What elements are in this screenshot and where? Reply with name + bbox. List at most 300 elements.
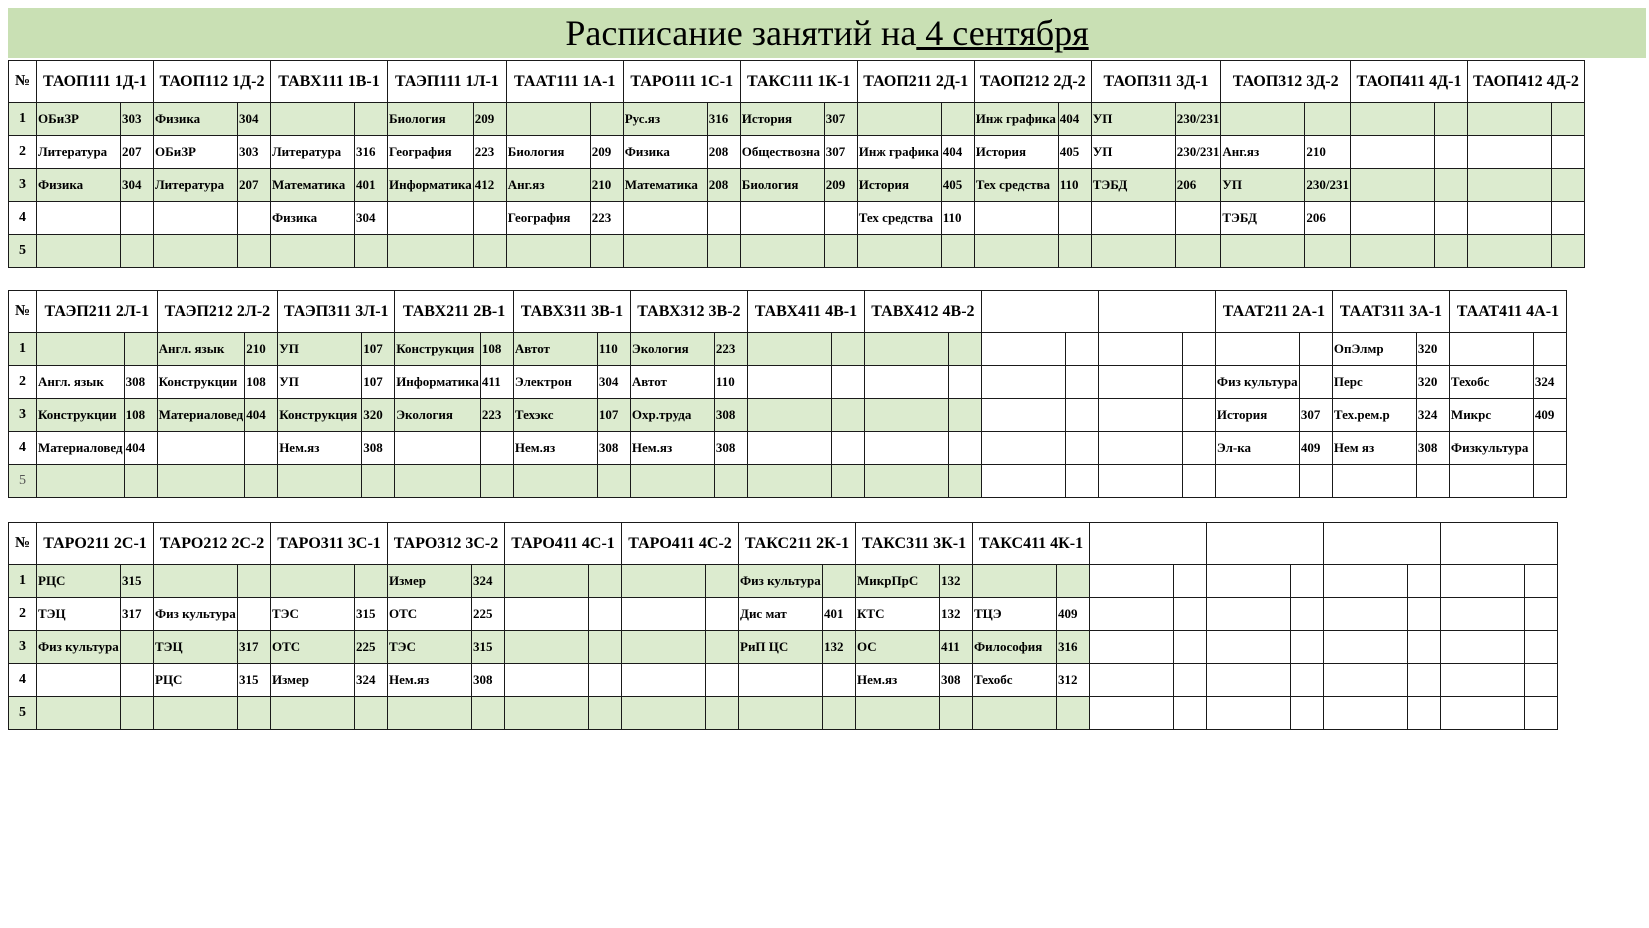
subject-cell	[1332, 465, 1416, 498]
room-cell	[238, 202, 271, 235]
room-cell: 209	[824, 169, 857, 202]
room-cell: 225	[355, 631, 388, 664]
subject-cell	[271, 103, 355, 136]
room-cell: 207	[121, 136, 154, 169]
subject-cell: Физика	[623, 136, 707, 169]
subject-cell: Информатика	[395, 366, 481, 399]
room-cell	[589, 697, 622, 730]
lesson-number: 2	[9, 366, 37, 399]
subject-cell	[37, 235, 121, 268]
room-cell: 317	[238, 631, 271, 664]
subject-cell	[157, 465, 245, 498]
subject-cell: Измер	[271, 664, 355, 697]
room-cell	[1525, 565, 1558, 598]
subject-cell	[974, 202, 1058, 235]
subject-cell	[154, 565, 238, 598]
group-header: ТАРО411 4С-1	[505, 523, 622, 565]
subject-cell	[1090, 565, 1174, 598]
subject-cell	[505, 664, 589, 697]
subject-cell: Дис мат	[739, 598, 823, 631]
room-cell	[590, 235, 623, 268]
room-cell	[1174, 598, 1207, 631]
group-header: ТАОП312 3Д-2	[1221, 61, 1351, 103]
room-cell	[1182, 399, 1215, 432]
room-cell	[1065, 432, 1098, 465]
subject-cell: Конструкции	[37, 399, 125, 432]
subject-cell: Нем.яз	[630, 432, 714, 465]
subject-cell	[37, 202, 121, 235]
room-cell	[238, 697, 271, 730]
room-cell	[1065, 399, 1098, 432]
room-cell: 132	[940, 565, 973, 598]
lesson-number: 3	[9, 399, 37, 432]
subject-cell	[630, 465, 714, 498]
room-cell: 411	[940, 631, 973, 664]
subject-cell: ТЭС	[271, 598, 355, 631]
subject-cell	[1350, 169, 1434, 202]
room-cell	[1299, 333, 1332, 366]
table-row	[9, 235, 1585, 268]
subject-cell: РиП ЦС	[739, 631, 823, 664]
subject-cell	[981, 333, 1065, 366]
room-cell	[831, 432, 864, 465]
subject-cell	[981, 399, 1065, 432]
subject-cell	[1449, 465, 1533, 498]
subject-cell	[1449, 333, 1533, 366]
subject-cell	[157, 432, 245, 465]
subject-cell: Автот	[513, 333, 597, 366]
subject-cell	[1207, 598, 1291, 631]
subject-cell	[388, 235, 474, 268]
lesson-number: 5	[9, 235, 37, 268]
room-cell: 107	[362, 366, 395, 399]
room-cell	[1058, 202, 1091, 235]
room-cell	[597, 465, 630, 498]
subject-cell: Техобс	[1449, 366, 1533, 399]
subject-cell	[278, 465, 362, 498]
subject-cell	[1324, 598, 1408, 631]
group-header	[1090, 523, 1207, 565]
subject-cell: ТЭБД	[1221, 202, 1305, 235]
subject-cell: МикрПрС	[856, 565, 940, 598]
subject-cell: Англ. язык	[37, 366, 125, 399]
subject-cell	[1090, 598, 1174, 631]
room-cell	[355, 235, 388, 268]
subject-cell	[1324, 664, 1408, 697]
subject-cell	[395, 432, 481, 465]
table-row	[9, 136, 1585, 169]
room-cell	[1434, 136, 1467, 169]
group-header: ТААТ411 4А-1	[1449, 291, 1566, 333]
page-title-bar	[8, 8, 1646, 58]
room-cell: 210	[1305, 136, 1351, 169]
table-row	[9, 565, 1558, 598]
group-header: ТАРО312 3С-2	[388, 523, 505, 565]
room-cell	[714, 465, 747, 498]
subject-cell	[154, 697, 238, 730]
subject-cell: Тех.рем.р	[1332, 399, 1416, 432]
room-cell: 132	[823, 631, 856, 664]
lesson-number: 2	[9, 136, 37, 169]
subject-cell	[1350, 235, 1434, 268]
subject-cell	[154, 235, 238, 268]
subject-cell	[1467, 235, 1551, 268]
room-cell: 303	[238, 136, 271, 169]
room-cell	[589, 631, 622, 664]
room-cell	[948, 465, 981, 498]
subject-cell: ТЭБД	[1091, 169, 1175, 202]
subject-cell	[1221, 103, 1305, 136]
room-cell: 308	[597, 432, 630, 465]
room-cell: 316	[1057, 631, 1090, 664]
group-header: ТАВХ111 1В-1	[271, 61, 388, 103]
room-cell: 108	[245, 366, 278, 399]
group-header: ТАЭП212 2Л-2	[157, 291, 278, 333]
room-cell: 411	[480, 366, 513, 399]
room-cell	[1057, 565, 1090, 598]
title-date: 4 сентября	[916, 13, 1089, 53]
room-cell: 308	[362, 432, 395, 465]
subject-cell	[271, 235, 355, 268]
subject-cell: Нем.яз	[856, 664, 940, 697]
subject-cell	[1350, 202, 1434, 235]
subject-cell: ТЭЦ	[37, 598, 121, 631]
subject-cell: История	[1215, 399, 1299, 432]
subject-cell: История	[974, 136, 1058, 169]
room-cell: 307	[824, 136, 857, 169]
table-row	[9, 697, 1558, 730]
subject-cell	[505, 631, 589, 664]
room-cell: 230/231	[1175, 136, 1221, 169]
subject-cell: Эл-ка	[1215, 432, 1299, 465]
subject-cell: История	[857, 169, 941, 202]
subject-cell	[623, 235, 707, 268]
subject-cell: Литература	[271, 136, 355, 169]
lesson-number: 3	[9, 631, 37, 664]
subject-cell	[747, 432, 831, 465]
group-header: ТАКС211 2К-1	[739, 523, 856, 565]
room-cell	[1551, 202, 1584, 235]
room-cell	[355, 103, 388, 136]
subject-cell	[857, 103, 941, 136]
room-cell	[1551, 103, 1584, 136]
schedule-table-3	[8, 522, 1558, 730]
subject-cell	[973, 697, 1057, 730]
table-row	[9, 202, 1585, 235]
subject-cell	[1324, 565, 1408, 598]
lesson-number-header: №	[9, 291, 37, 333]
room-cell: 303	[121, 103, 154, 136]
subject-cell	[1098, 333, 1182, 366]
subject-cell: География	[506, 202, 590, 235]
subject-cell: ТЭЦ	[154, 631, 238, 664]
subject-cell: Физика	[271, 202, 355, 235]
room-cell	[1305, 235, 1351, 268]
subject-cell: Информатика	[388, 169, 474, 202]
room-cell	[1408, 565, 1441, 598]
room-cell	[124, 465, 157, 498]
room-cell	[1434, 103, 1467, 136]
subject-cell	[622, 664, 706, 697]
group-header	[1098, 291, 1215, 333]
room-cell	[362, 465, 395, 498]
room-cell	[238, 565, 271, 598]
room-cell: 110	[597, 333, 630, 366]
room-cell: 308	[714, 399, 747, 432]
room-cell: 209	[473, 103, 506, 136]
subject-cell: ТЦЭ	[973, 598, 1057, 631]
room-cell: 208	[707, 169, 740, 202]
room-cell	[1299, 465, 1332, 498]
subject-cell: Литература	[154, 169, 238, 202]
subject-cell	[622, 598, 706, 631]
room-cell	[355, 565, 388, 598]
subject-cell	[981, 432, 1065, 465]
room-cell: 404	[245, 399, 278, 432]
subject-cell: Перс	[1332, 366, 1416, 399]
subject-cell	[740, 235, 824, 268]
subject-cell	[739, 697, 823, 730]
room-cell: 409	[1299, 432, 1332, 465]
schedule-table-2	[8, 290, 1567, 498]
room-cell: 308	[124, 366, 157, 399]
subject-cell	[506, 235, 590, 268]
subject-cell	[513, 465, 597, 498]
subject-cell: ОС	[856, 631, 940, 664]
room-cell	[121, 631, 154, 664]
room-cell: 324	[1416, 399, 1449, 432]
room-cell: 223	[590, 202, 623, 235]
room-cell	[121, 697, 154, 730]
subject-cell: УП	[1221, 169, 1305, 202]
group-header	[1207, 523, 1324, 565]
room-cell	[238, 598, 271, 631]
subject-cell: Автот	[630, 366, 714, 399]
title-main: Расписание занятий на	[565, 13, 917, 53]
subject-cell	[1207, 664, 1291, 697]
subject-cell: Измер	[388, 565, 472, 598]
subject-cell: Физкультура	[1449, 432, 1533, 465]
room-cell	[1533, 333, 1566, 366]
subject-cell	[505, 697, 589, 730]
room-cell	[590, 103, 623, 136]
group-header: ТААТ211 2А-1	[1215, 291, 1332, 333]
subject-cell: Нем.яз	[278, 432, 362, 465]
room-cell: 230/231	[1305, 169, 1351, 202]
room-cell	[824, 202, 857, 235]
room-cell: 315	[238, 664, 271, 697]
room-cell	[831, 399, 864, 432]
subject-cell	[1091, 235, 1175, 268]
subject-cell	[37, 697, 121, 730]
subject-cell: Микрс	[1449, 399, 1533, 432]
room-cell	[831, 333, 864, 366]
lesson-number: 4	[9, 664, 37, 697]
subject-cell	[739, 664, 823, 697]
subject-cell: Физика	[37, 169, 121, 202]
room-cell: 315	[121, 565, 154, 598]
room-cell: 324	[472, 565, 505, 598]
room-cell: 405	[941, 169, 974, 202]
subject-cell: Англ. язык	[157, 333, 245, 366]
room-cell	[1057, 697, 1090, 730]
subject-cell	[154, 202, 238, 235]
subject-cell: Биология	[740, 169, 824, 202]
table-row	[9, 432, 1567, 465]
room-cell	[948, 333, 981, 366]
subject-cell: Инж графика	[857, 136, 941, 169]
room-cell: 304	[238, 103, 271, 136]
room-cell: 320	[362, 399, 395, 432]
subject-cell	[974, 235, 1058, 268]
lesson-number: 3	[9, 169, 37, 202]
room-cell: 304	[597, 366, 630, 399]
subject-cell: КТС	[856, 598, 940, 631]
group-header: ТАЭП111 1Л-1	[388, 61, 507, 103]
subject-cell: Экология	[630, 333, 714, 366]
table-row	[9, 103, 1585, 136]
subject-cell	[1207, 697, 1291, 730]
room-cell	[1434, 169, 1467, 202]
group-header: ТАРО411 4С-2	[622, 523, 739, 565]
room-cell: 110	[941, 202, 974, 235]
room-cell	[1175, 235, 1221, 268]
subject-cell	[747, 399, 831, 432]
lesson-number: 5	[9, 697, 37, 730]
subject-cell: Инж графика	[974, 103, 1058, 136]
room-cell	[1408, 598, 1441, 631]
room-cell	[245, 432, 278, 465]
room-cell: 409	[1533, 399, 1566, 432]
room-cell	[238, 235, 271, 268]
room-cell	[1174, 697, 1207, 730]
lesson-number: 1	[9, 103, 37, 136]
subject-cell: Литература	[37, 136, 121, 169]
subject-cell: Математика	[271, 169, 355, 202]
subject-cell: Конструкции	[157, 366, 245, 399]
room-cell	[824, 235, 857, 268]
subject-cell	[271, 565, 355, 598]
group-header	[1441, 523, 1558, 565]
subject-cell	[37, 465, 125, 498]
subject-cell	[1221, 235, 1305, 268]
lesson-number-header: №	[9, 61, 37, 103]
lesson-number: 1	[9, 333, 37, 366]
room-cell: 315	[472, 631, 505, 664]
schedule-table-1	[8, 60, 1585, 268]
room-cell	[1525, 697, 1558, 730]
room-cell: 108	[480, 333, 513, 366]
lesson-number: 2	[9, 598, 37, 631]
room-cell	[823, 697, 856, 730]
group-header: ТАЭП211 2Л-1	[37, 291, 158, 333]
header-row	[9, 291, 1567, 333]
room-cell: 210	[245, 333, 278, 366]
subject-cell	[864, 465, 948, 498]
subject-cell: Материаловед	[37, 432, 125, 465]
room-cell	[1058, 235, 1091, 268]
room-cell	[245, 465, 278, 498]
subject-cell	[505, 598, 589, 631]
room-cell: 401	[823, 598, 856, 631]
subject-cell: История	[740, 103, 824, 136]
room-cell	[1291, 565, 1324, 598]
room-cell: 208	[707, 136, 740, 169]
room-cell	[1065, 366, 1098, 399]
room-cell: 230/231	[1175, 103, 1221, 136]
subject-cell: Нем яз	[1332, 432, 1416, 465]
room-cell: 409	[1057, 598, 1090, 631]
room-cell: 209	[590, 136, 623, 169]
room-cell	[1525, 664, 1558, 697]
room-cell	[1299, 366, 1332, 399]
group-header: ТАРО211 2С-1	[37, 523, 154, 565]
room-cell	[707, 202, 740, 235]
room-cell	[1174, 631, 1207, 664]
group-header: ТАРО311 3С-1	[271, 523, 388, 565]
room-cell: 110	[714, 366, 747, 399]
subject-cell: Электрон	[513, 366, 597, 399]
room-cell	[948, 432, 981, 465]
group-header: ТАРО111 1С-1	[623, 61, 740, 103]
room-cell	[1291, 598, 1324, 631]
table-row	[9, 465, 1567, 498]
room-cell	[831, 366, 864, 399]
room-cell: 316	[355, 136, 388, 169]
room-cell	[706, 631, 739, 664]
group-header: ТАВХ412 4В-2	[864, 291, 981, 333]
group-header: ТААТ311 3А-1	[1332, 291, 1449, 333]
table-row	[9, 366, 1567, 399]
group-header: ТАВХ211 2В-1	[395, 291, 514, 333]
room-cell: 223	[714, 333, 747, 366]
subject-cell: Философия	[973, 631, 1057, 664]
subject-cell	[747, 333, 831, 366]
subject-cell: ОТС	[388, 598, 472, 631]
group-header: ТАКС111 1К-1	[740, 61, 857, 103]
subject-cell	[864, 333, 948, 366]
room-cell	[1182, 333, 1215, 366]
group-header: ТАВХ312 3В-2	[630, 291, 747, 333]
subject-cell: Техобс	[973, 664, 1057, 697]
lesson-number: 5	[9, 465, 37, 498]
subject-cell: Физика	[154, 103, 238, 136]
room-cell	[589, 565, 622, 598]
subject-cell	[1441, 598, 1525, 631]
subject-cell: УП	[1091, 136, 1175, 169]
room-cell	[706, 664, 739, 697]
room-cell	[1174, 565, 1207, 598]
room-cell	[1291, 697, 1324, 730]
subject-cell	[1441, 631, 1525, 664]
room-cell	[1182, 366, 1215, 399]
room-cell: 304	[121, 169, 154, 202]
group-header	[1324, 523, 1441, 565]
subject-cell	[505, 565, 589, 598]
subject-cell	[1467, 202, 1551, 235]
subject-cell	[388, 202, 474, 235]
subject-cell	[506, 103, 590, 136]
table-row	[9, 598, 1558, 631]
group-header: ТАОП411 4Д-1	[1350, 61, 1467, 103]
subject-cell	[1207, 565, 1291, 598]
subject-cell	[395, 465, 481, 498]
room-cell: 308	[472, 664, 505, 697]
header-row	[9, 61, 1585, 103]
room-cell	[1291, 631, 1324, 664]
room-cell	[1065, 333, 1098, 366]
subject-cell: Физ культура	[1215, 366, 1299, 399]
